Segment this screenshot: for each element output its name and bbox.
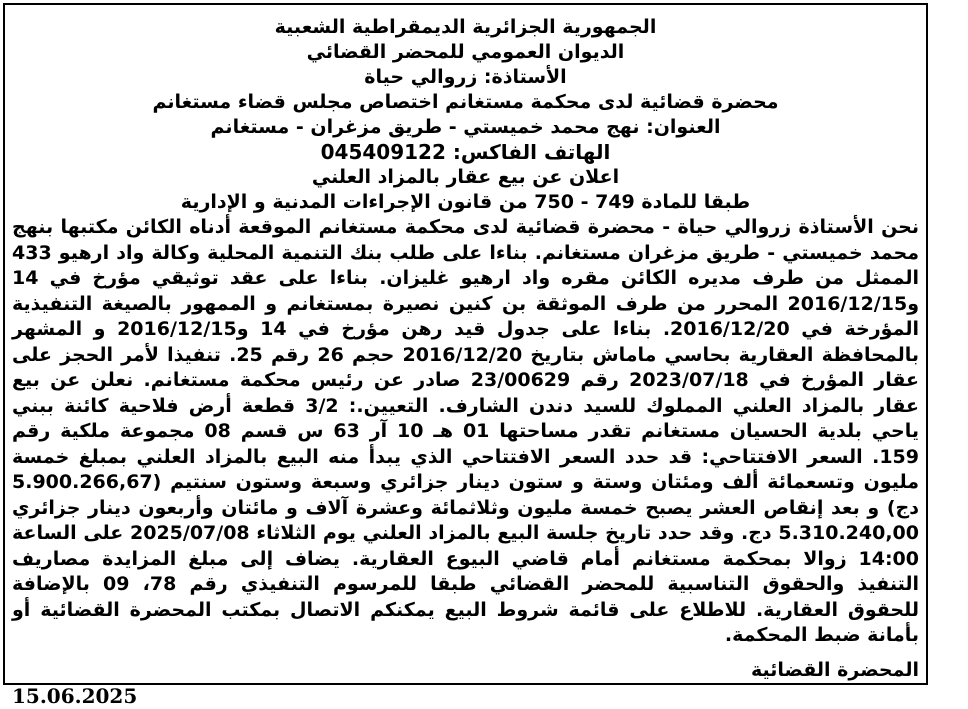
legal-reference: طبقا للمادة 749 - 750 من قانون الإجراءات المدنية و الإدارية	[180, 191, 751, 213]
announcement-body: نحن الأستاذة زروالي حياة - محضرة قضائية لدى محكمة مستغانم الموقعة أدناه الكائن مكتبها بنهج محمد خميستي - طريق مزغران مستغانم. بناءا على طلب بنك التنمية المحلية وكالة واد ارهيو 433 الممثل من طرف مديره الكائن مقره واد ارهيو غليزان. بناءا على عقد توثيقي مؤرخ في 14 و2016/12/15 المحرر من طرف الموثقة بن كنين نصيرة بمستغانم و الممهور بالصيغة التنفيذية المؤرخة في 2016/12/20. بناءا على جدول قيد رهن مؤرخ في 14 و2016/12/15 و المشهر بالمحافظة العقارية بحاسي ماماش بتاريخ 2016/12/20 حجم 26 رقم 25. تنفيذا لأمر الحجز على عقار المؤرخ في 2023/07/18 رقم 23/00629 صادر عن رئيس محكمة مستغانم. نعلن عن بيع عقار بالمزاد العلني المملوك للسيد دندن الشارف. التعيين.: 3/2 قطعة أرض فلاحية كائنة ببني ياحي بلدية الحسيان مستغانم تقدر مساحتها 01 هـ 10 آر 63 س قسم 08 مجموعة ملكية رقم 159. السعر الافتتاحي: قد حدد السعر الافتتاحي الذي يبدأ منه البيع بالمزاد العلني بمبلغ خمسة مليون وتسعمائة ألف ومئتان وستة و ستون دينار جزائري وسبعة وستون سنتيم (5.900.266,67 دج) و بعد إنقاص العشر يصبح خمسة مليون وثلاثمائة وعشرة آلاف و مائتان وأربعون دينار جزائري 5.310.240,00 دج. وقد حدد تاريخ جلسة البيع بالمزاد العلني يوم الثلاثاء 2025/07/08 على الساعة 14:00 زوالا بمحكمة مستغانم أمام قاضي البيوع العقارية. يضاف إلى مبلغ المزايدة مصاريف التنفيذ والحقوق التناسبية للمحضر القضائي طبقا للمرسوم التنفيذي رقم 78، 09 بالإضافة للحقوق العقارية. للاطلاع على قائمة شروط البيع يمكنكم الاتصال بمكتب المحضرة القضائية أو بأمانة ضبط المحكمة.	[12, 216, 920, 646]
announcement-title: اعلان عن بيع عقار بالمزاد العلني	[311, 166, 620, 188]
office-address: العنوان: نهج محمد خميستي - طريق مزغران - مستغانم	[210, 116, 721, 138]
office-title: الديوان العمومي للمحضر القضائي	[306, 41, 625, 63]
republic-title: الجمهورية الجزائرية الديمقراطية الشعبية	[274, 16, 657, 38]
signature-label: المحضرة القضائية	[750, 658, 919, 681]
bailiff-name: الأستاذة: زروالي حياة	[364, 66, 567, 88]
announcement-frame	[3, 3, 928, 708]
office-phone: الهاتف الفاكس: 045409122	[320, 140, 611, 164]
bailiff-jurisdiction: محضرة قضائية لدى محكمة مستغانم اختصاص مجلس قضاء مستغانم	[152, 91, 779, 113]
announcement-date: 15.06.2025	[12, 683, 138, 708]
